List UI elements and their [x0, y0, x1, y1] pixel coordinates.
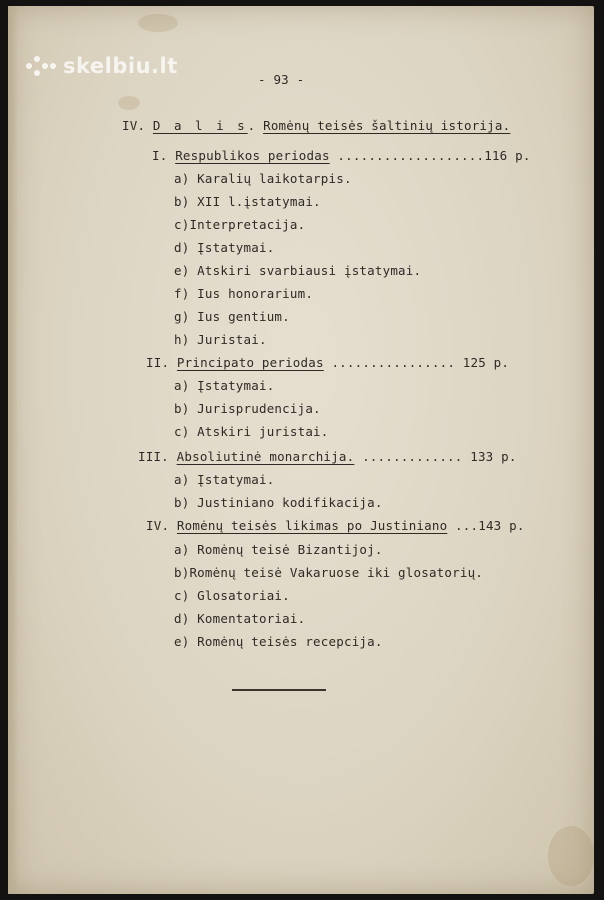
heading-title: Romėnų teisės šaltinių istorija. [263, 118, 511, 133]
list-item: b) XII l.įstatymai. [174, 194, 321, 209]
list-item: a) Karalių laikotarpis. [174, 171, 352, 186]
page-edge-shadow [8, 6, 18, 894]
list-item: b) Justiniano kodifikacija. [174, 495, 383, 510]
section-numeral: II. [146, 355, 170, 370]
list-item: h) Juristai. [174, 332, 267, 347]
watermark-dots-icon [26, 54, 58, 78]
list-item: g) Ius gentium. [174, 309, 290, 324]
section-leader: ...143 p. [447, 518, 525, 533]
section-numeral: IV. [146, 518, 170, 533]
paper-stain [548, 826, 594, 886]
list-item: a) Romėnų teisė Bizantijoj. [174, 542, 383, 557]
list-item: c) Atskiri juristai. [174, 424, 329, 439]
list-item: c)Interpretacija. [174, 217, 306, 232]
watermark-text: skelbiu.lt [63, 54, 178, 78]
list-item: f) Ius honorarium. [174, 286, 314, 301]
part-heading: IV. D a l i s. Romėnų teisės šaltinių istorija. [122, 118, 511, 133]
heading-word: D a l i s [152, 118, 248, 133]
section-title: Absoliutinė monarchija. [176, 449, 355, 464]
section-title: Respublikos periodas [175, 148, 330, 163]
list-item: a) Įstatymai. [174, 378, 275, 393]
section-title: Principato periodas [176, 355, 324, 370]
heading-numeral: IV. [122, 118, 146, 133]
section-heading [138, 449, 517, 464]
section-leader: ...................116 p. [329, 148, 531, 163]
paper-stain [118, 96, 140, 110]
paper-stain [138, 14, 178, 32]
list-item: b)Romėnų teisė Vakaruose iki glosatorių. [174, 565, 484, 580]
section-leader: ............. 133 p. [354, 449, 517, 464]
section-title: Romėnų teisės likimas po Justiniano [176, 518, 448, 533]
list-item: e) Atskiri svarbiausi įstatymai. [174, 263, 422, 278]
list-item: a) Įstatymai. [174, 472, 275, 487]
list-item: d) Įstatymai. [174, 240, 275, 255]
section-heading [146, 518, 525, 533]
section-heading [152, 148, 531, 163]
list-item: c) Glosatoriai. [174, 588, 290, 603]
section-leader: ................ 125 p. [323, 355, 510, 370]
watermark-logo [26, 54, 178, 78]
page-number: - 93 - [258, 72, 305, 87]
list-item: e) Romėnų teisės recepcija. [174, 634, 383, 649]
section-numeral: I. [152, 148, 168, 163]
closing-rule [232, 689, 326, 691]
section-numeral: III. [138, 449, 169, 464]
list-item: b) Jurisprudencija. [174, 401, 321, 416]
list-item: d) Komentatoriai. [174, 611, 306, 626]
section-heading [146, 355, 509, 370]
